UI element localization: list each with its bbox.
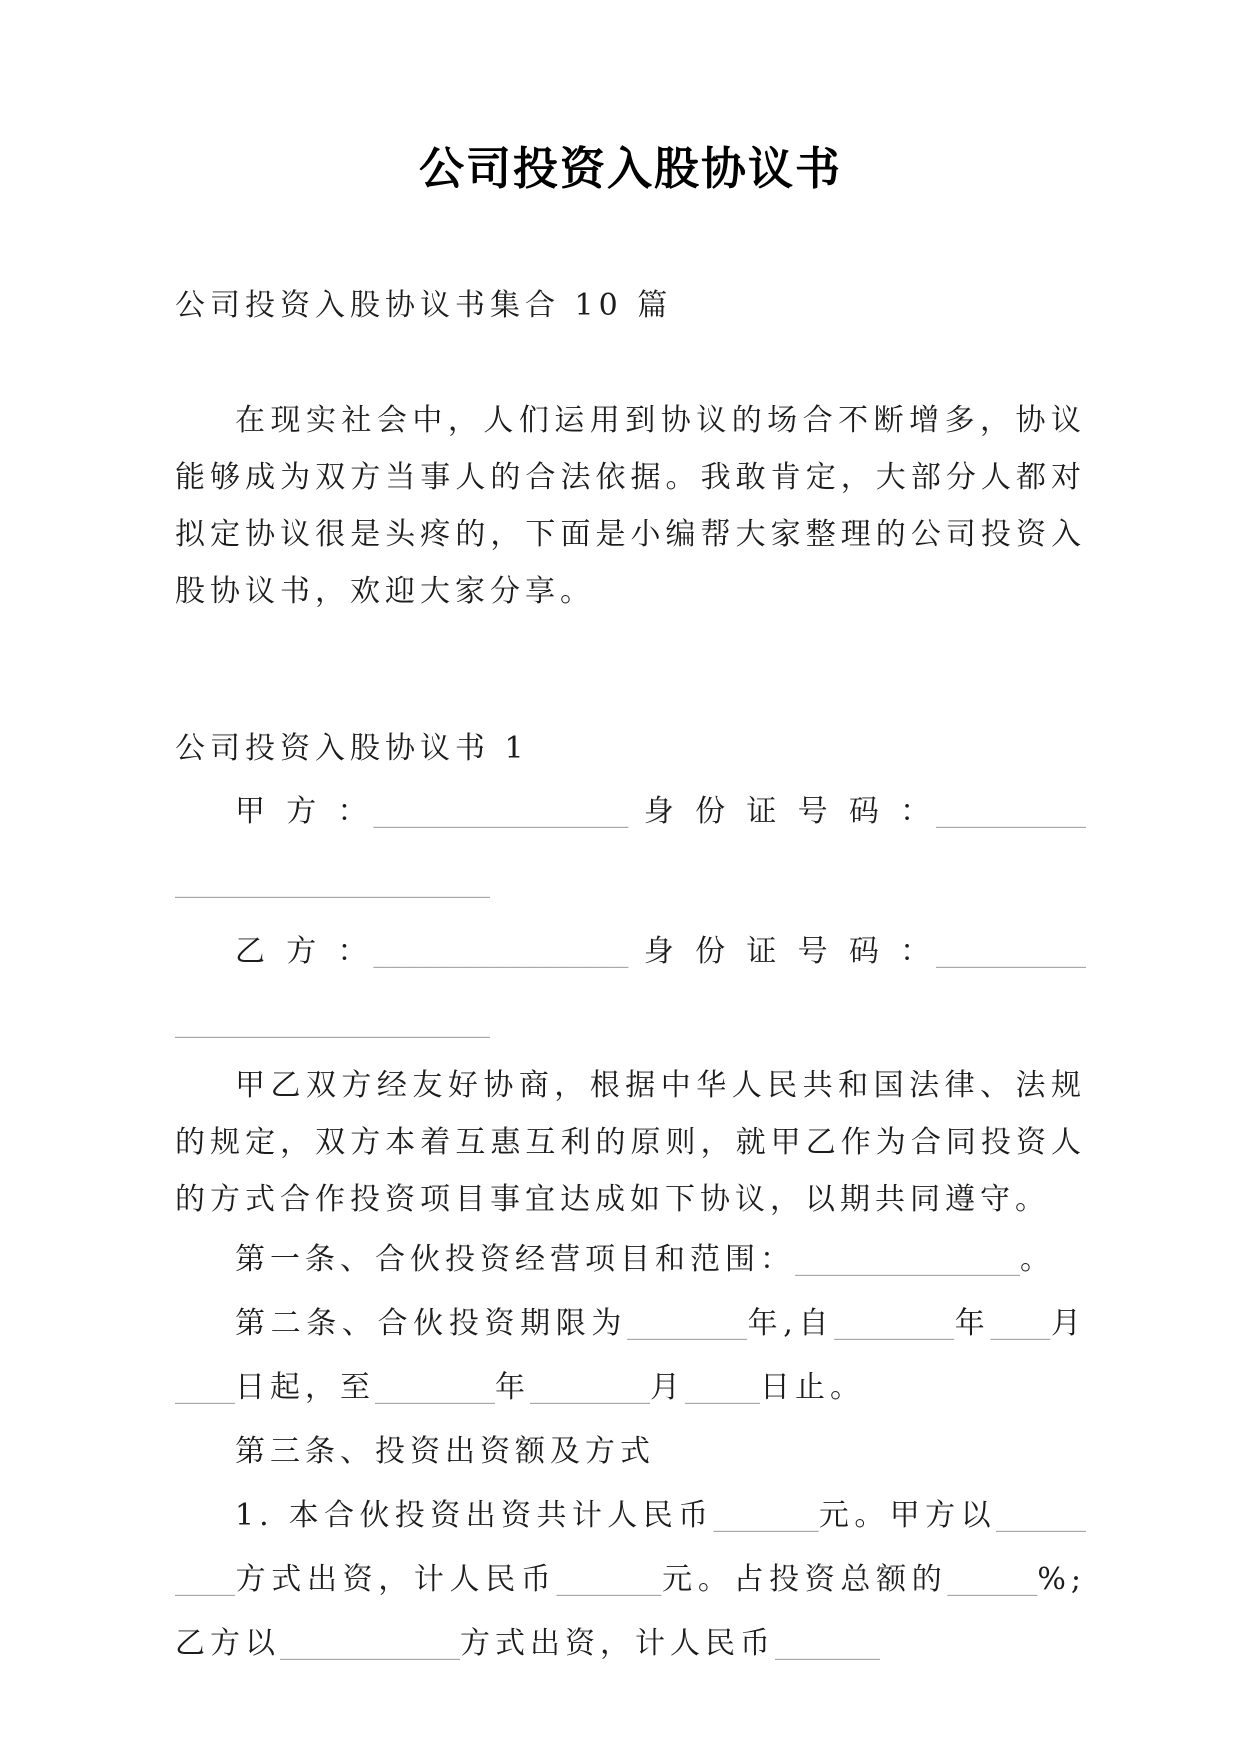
- paragraph-item-1: [175, 1484, 1086, 1676]
- fill-blank: _______: [713, 1498, 819, 1533]
- text-run: 日止。: [760, 1370, 865, 1405]
- text-run: 元。占投资总额的: [661, 1562, 948, 1597]
- fill-blank: ________: [834, 1306, 955, 1341]
- fill-blank: ________: [627, 1306, 747, 1341]
- fill-blank: _____: [685, 1370, 760, 1405]
- paragraph-section-title: [175, 720, 1086, 777]
- text-run: 年: [954, 1306, 991, 1341]
- paragraph-preamble: [175, 1057, 1086, 1228]
- text-run: 第一条、合伙投资经营项目和范围：: [235, 1242, 795, 1277]
- paragraph-clause-1: [175, 1228, 1086, 1292]
- text-run: 。: [1020, 1242, 1055, 1277]
- fill-blank: ________: [375, 1370, 495, 1405]
- paragraph-collection-line: [175, 277, 1086, 334]
- text-run: 公司投资入股协议书 1: [175, 731, 529, 766]
- fill-blank: _______________________________: [175, 794, 1087, 899]
- text-run: 乙 方 ：: [235, 934, 374, 969]
- text-run: 第三条、投资出资额及方式: [235, 1434, 655, 1469]
- text-run: 日起，至: [235, 1370, 375, 1405]
- text-run: 1. 本合伙投资出资共计人民币: [235, 1498, 714, 1533]
- fill-blank: ____________: [280, 1626, 460, 1661]
- document-title: 公司投资入股协议书: [418, 142, 842, 195]
- paragraph-clause-3: [175, 1420, 1086, 1484]
- text-run: %;乙方以: [175, 1562, 1087, 1661]
- fill-blank: __________: [175, 1498, 1086, 1597]
- fill-blank: _______: [556, 1562, 662, 1597]
- text-run: 年,自: [747, 1306, 835, 1341]
- text-run: 身 份 证 号 码 ：: [628, 794, 937, 829]
- text-run: 年: [495, 1370, 530, 1405]
- paragraph-intro: [175, 392, 1086, 620]
- text-run: 甲乙双方经友好协商，根据中华人民共和国法律、法规的规定，双方本着互惠互利的原则，就甲乙作为合同投资人的方式合作投资项目事宜达成如下协议，以期共同遵守。: [175, 1068, 1086, 1217]
- paragraph-clause-2: [175, 1292, 1086, 1420]
- fill-blank: _______: [775, 1626, 880, 1661]
- text-run: 月: [1050, 1306, 1087, 1341]
- fill-blank: ____: [990, 1306, 1051, 1341]
- text-run: 甲 方 ：: [235, 794, 374, 829]
- fill-blank: _______________: [795, 1242, 1020, 1277]
- fill-blank: ____: [175, 1370, 235, 1405]
- paragraph-party-a: [175, 777, 1086, 917]
- text-run: 方式出资，计人民币: [235, 1562, 557, 1597]
- text-run: 月: [650, 1370, 685, 1405]
- paragraph-party-b: [175, 917, 1086, 1057]
- text-run: 第二条、合伙投资期限为: [235, 1306, 627, 1341]
- fill-blank: _________________: [373, 934, 629, 969]
- text-run: 元。甲方以: [818, 1498, 996, 1533]
- fill-blank: ______: [947, 1562, 1038, 1597]
- document-body: [175, 277, 1086, 1676]
- text-run: 方式出资，计人民币: [460, 1626, 775, 1661]
- fill-blank: _________________: [373, 794, 629, 829]
- text-run: 身 份 证 号 码 ：: [628, 934, 937, 969]
- text-run: 公司投资入股协议书集合 10 篇: [175, 288, 673, 323]
- fill-blank: ________: [530, 1370, 650, 1405]
- text-run: 在现实社会中，人们运用到协议的场合不断增多，协议能够成为双方当事人的合法依据。我敢肯定，大部分人都对拟定协议很是头疼的，下面是小编帮大家整理的公司投资入股协议书，欢迎大家分享。: [175, 403, 1086, 609]
- fill-blank: _______________________________: [175, 934, 1087, 1039]
